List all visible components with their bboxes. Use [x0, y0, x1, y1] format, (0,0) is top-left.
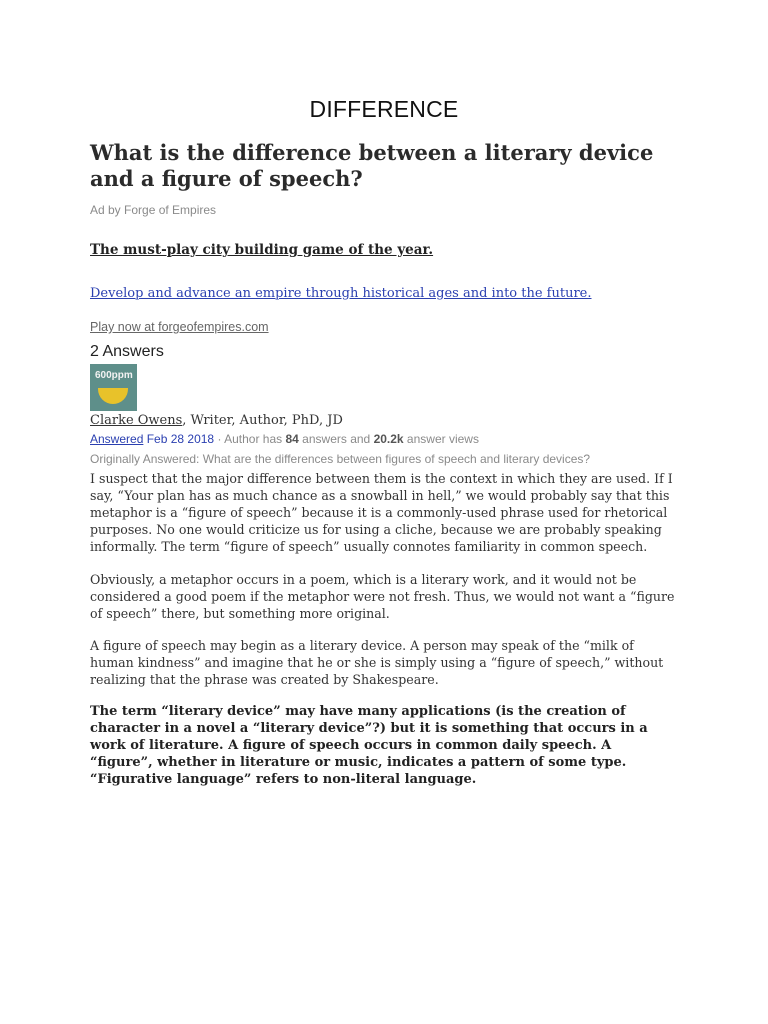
answers-count: 2 Answers [90, 343, 164, 360]
ad-label[interactable]: Ad by Forge of Empires [90, 203, 217, 217]
answer-paragraph: A figure of speech may begin as a literary device. A person may speak of the “milk of human kindness” and imagine that he or she is simply using a “figure of speech,” without realizing that the phrase was created by Shakespeare. [90, 638, 664, 687]
banana-icon [98, 388, 128, 404]
author-name-link[interactable]: Clarke Owens [90, 413, 183, 428]
ad-headline-link[interactable]: The must-play city building game of the year. [90, 242, 434, 258]
question-title[interactable]: What is the difference between a literary device and a figure of speech? [90, 140, 654, 191]
author-line [90, 413, 343, 428]
meta-prefix: · Author has [214, 432, 286, 446]
author-views-count: 20.2k [373, 432, 404, 446]
ad-cta-link[interactable]: Play now at forgeofempires.com [90, 320, 269, 334]
avatar-text: 600ppm [95, 370, 133, 381]
answered-date[interactable]: Feb 28 2018 [146, 432, 215, 446]
ad-description-link[interactable]: Develop and advance an empire through historical ages and into the future. [90, 286, 592, 301]
author-avatar[interactable] [90, 364, 137, 411]
author-answers-count: 84 [285, 432, 299, 446]
author-credentials: , Writer, Author, PhD, JD [182, 413, 343, 428]
answer-paragraph: I suspect that the major difference between them is the context in which they are used. If I say, “Your plan has as much chance as a snowball in hell,” we would probably say that this metaphor is a “figure of speech” because it is a commonly-used phrase used for rhetorical purposes. No one would criticize us for using a cliche, because we are probably speaking informally. The term “figure of speech” usually connotes familiarity in common speech. [90, 471, 673, 554]
document-title: DIFFERENCE [309, 96, 459, 122]
meta-middle: answers and [298, 432, 374, 446]
answer-meta [90, 432, 479, 446]
answer-paragraph: Obviously, a metaphor occurs in a poem, which is a literary work, and it would not be considered a good poem if the metaphor were not fresh. Thus, we would not want a “figure of speech” there, but something more original. [90, 572, 675, 621]
answered-link[interactable]: Answered [90, 432, 144, 446]
answer-paragraph-bold: The term “literary device” may have many applications (is the creation of character in a novel a “literary device”?) but it is something that occurs in a work of literature. A figure of speech occurs in common daily speech. A “figure”, whether in literature or music, indicates a pattern of some type. “Figurative language” refers to non-literal language. [90, 704, 648, 787]
originally-answered[interactable]: Originally Answered: What are the differences between figures of speech and literary devices? [90, 452, 591, 466]
meta-suffix: answer views [403, 432, 479, 446]
